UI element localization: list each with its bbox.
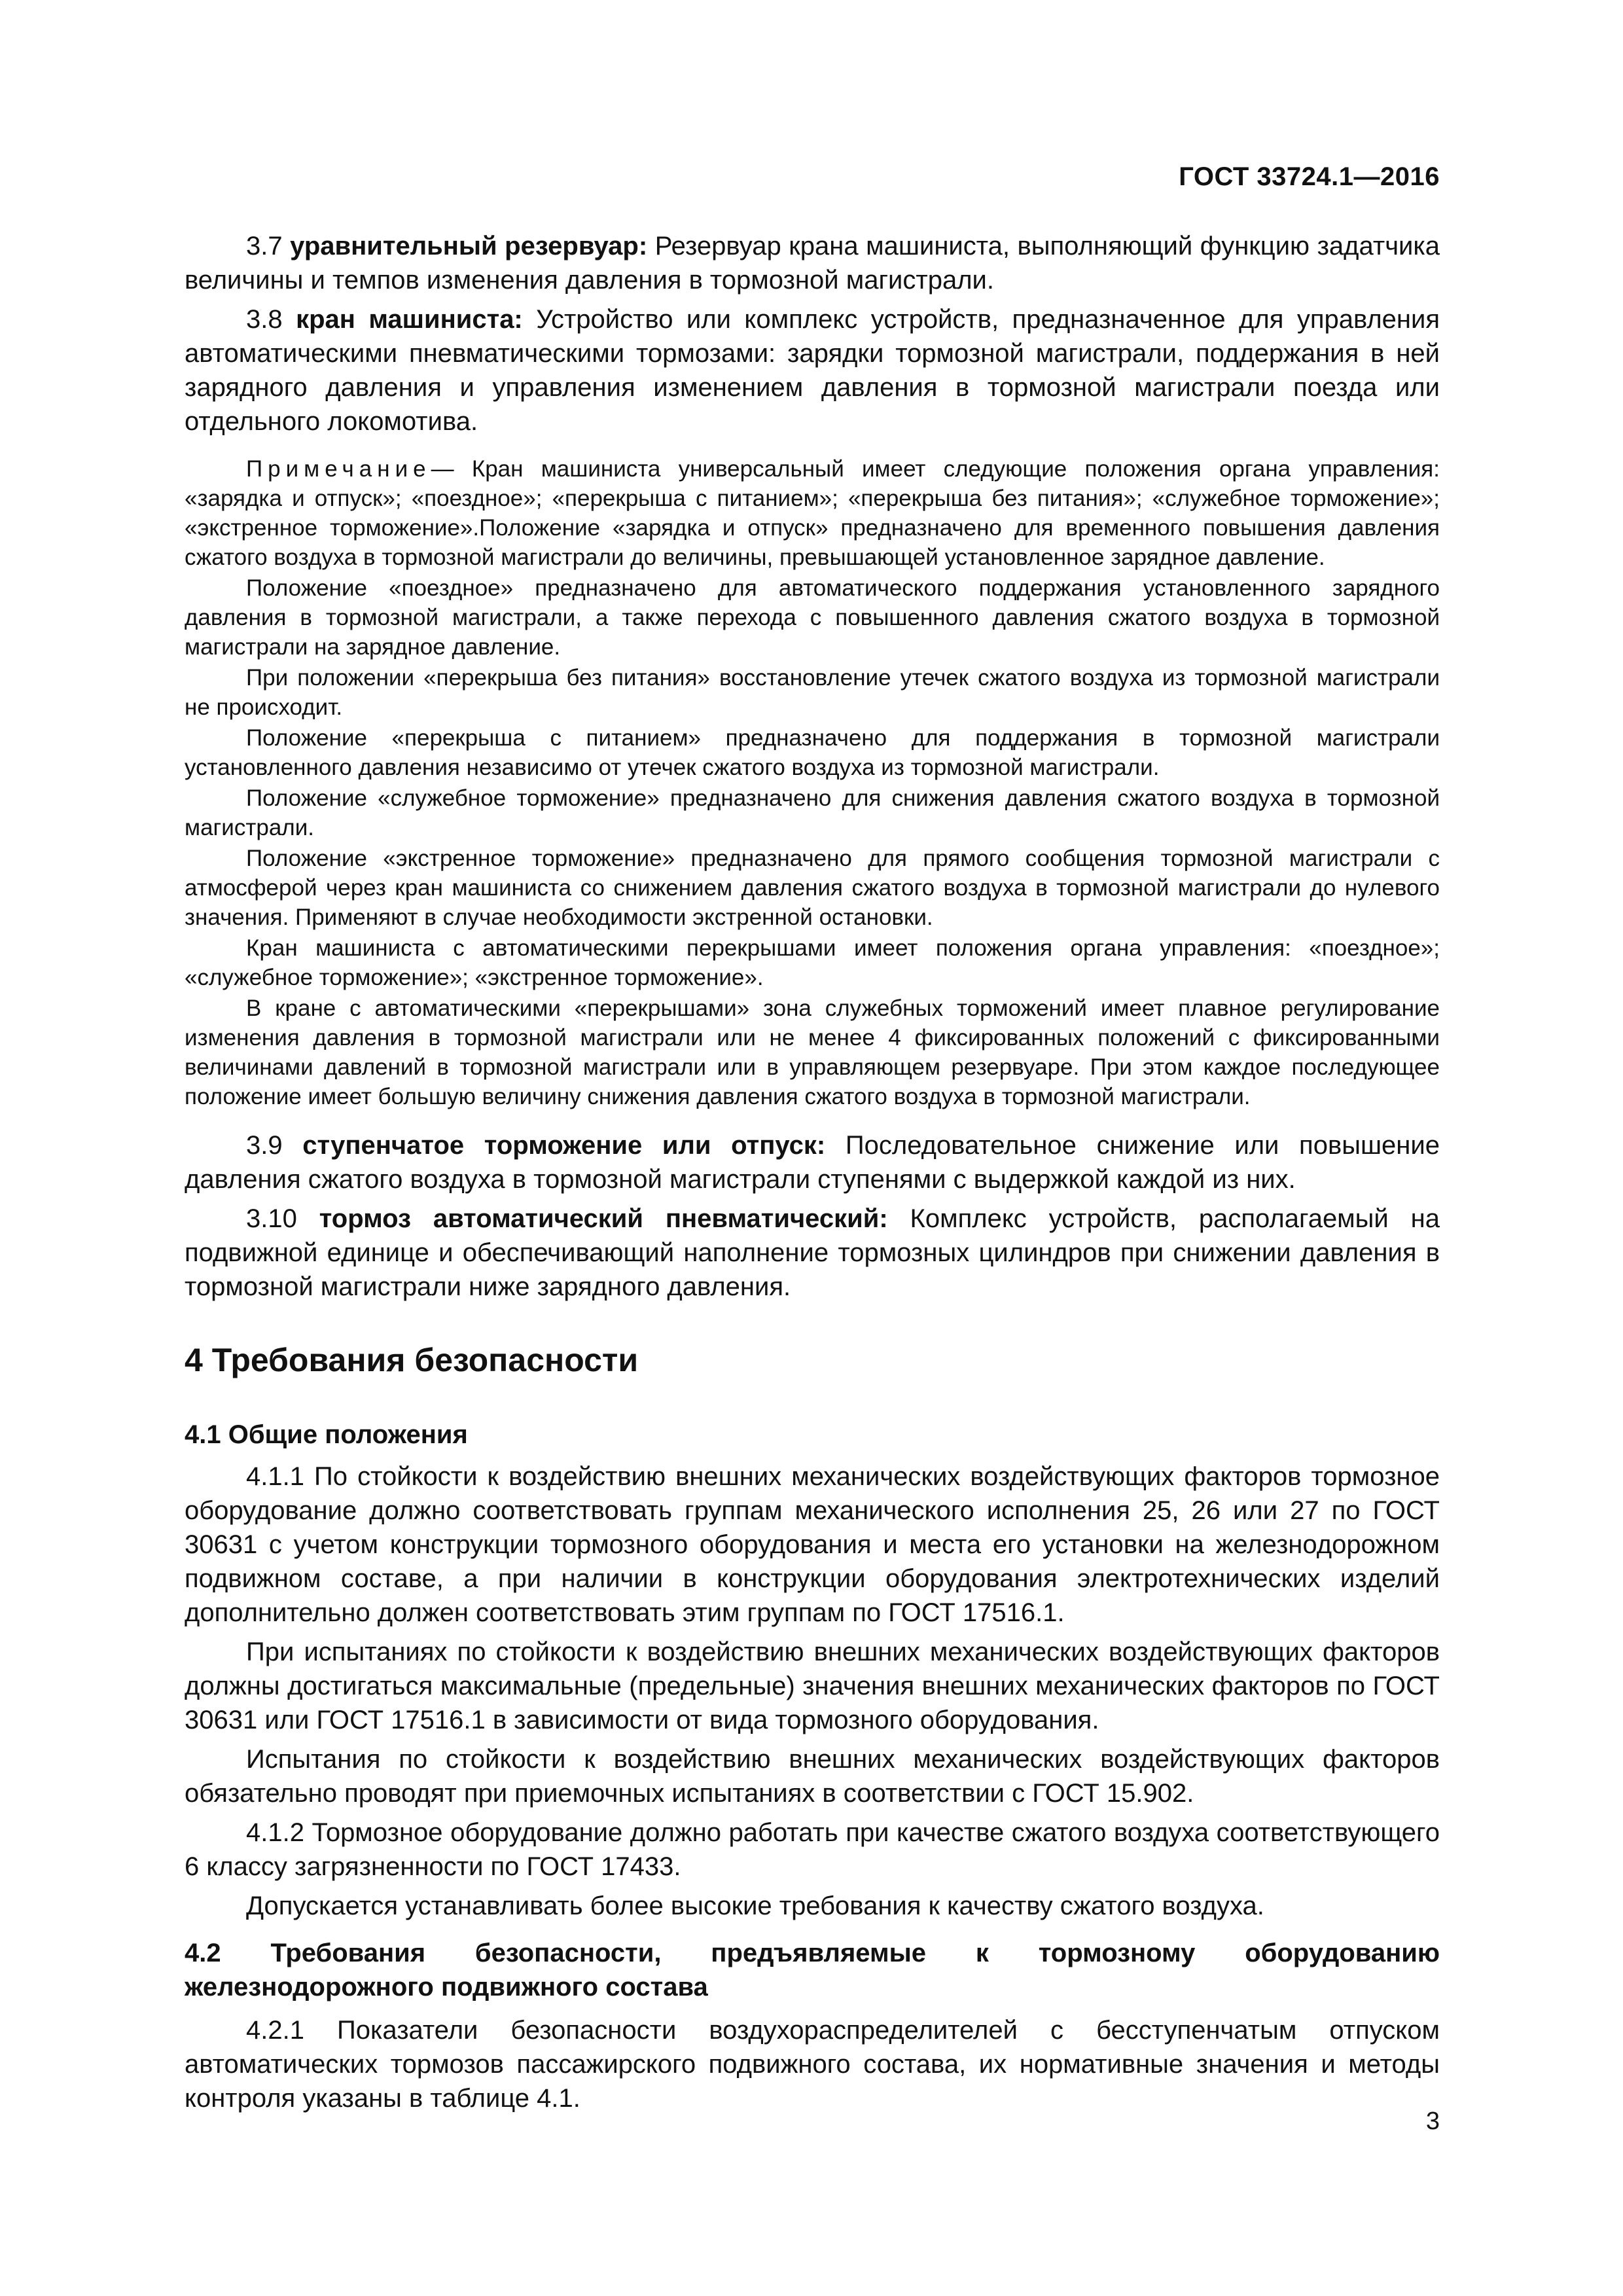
document-code: ГОСТ 33724.1—2016 xyxy=(1179,162,1440,191)
note-label: Примечание xyxy=(246,456,431,482)
note-paragraph: При положении «перекрыша без питания» восстановление утечек сжатого воздуха из тормозной магистрали не происходит. xyxy=(185,665,1440,720)
term-definition: Комплекс устройств, располагаемый на подвижной единице и обеспечивающий наполнение тормозных цилиндров при снижении давления в тормозной магистрали ниже зарядного давления. xyxy=(185,1204,1440,1301)
term-3-8 xyxy=(185,302,1440,439)
note-paragraph: В кране с автоматическими «перекрышами» зона служебных торможений имеет плавное регулирование изменения давления в тормозной магистрали или не менее 4 фиксированных положений с фиксированными величинами давлений в тормозной магистрали или в управляющем резервуаре. При этом каждое последующее положение имеет большую величину снижения давления сжатого воздуха в тормозной магистрали. xyxy=(185,996,1440,1109)
paragraph: При испытаниях по стойкости к воздействию внешних механических воздействующих факторов должны достигаться максимальные (предельные) значения внешних механических факторов по ГОСТ 30631 или ГОСТ 17516.1 в зависимости от вида тормозного оборудования. xyxy=(185,1638,1440,1734)
term-number: 3.8 xyxy=(246,305,283,334)
term-title: тормоз автоматический пневматический: xyxy=(319,1204,888,1233)
term-3-10 xyxy=(185,1202,1440,1304)
section-4-2-heading: 4.2 Требования безопасности, предъявляемые к тормозному оборудованию железнодорожного подвижного состава xyxy=(185,1939,1440,2001)
note-paragraph: Положение «поездное» предназначено для автоматического поддержания установленного зарядного давления в тормозной магистрали, а также перехода с повышенного давления сжатого воздуха в тормозной магистрали на зарядное давление. xyxy=(185,575,1440,660)
paragraph: Допускается устанавливать более высокие требования к качеству сжатого воздуха. xyxy=(246,1892,1264,1920)
term-number: 3.9 xyxy=(246,1131,283,1160)
note-paragraph: Положение «перекрыша с питанием» предназначено для поддержания в тормозной магистрали установленного давления независимо от утечек сжатого воздуха из тормозной магистрали. xyxy=(185,725,1440,780)
note-paragraph: Положение «экстренное торможение» предназначено для прямого сообщения тормозной магистрали с атмосферой через кран машиниста со снижением давления сжатого воздуха в тормозной магистрали до нулевого значения. Применяют в случае необходимости экстренной остановки. xyxy=(185,846,1440,930)
term-definition: Устройство или комплекс устройств, предназначенное для управления автоматическими пневматическими тормозами: зарядки тормозной магистрали, поддержания в ней зарядного давления и управления изменением давления в тормозной магистрали поезда или отдельного локомотива. xyxy=(185,305,1440,436)
section-4-heading: 4 Требования безопасности xyxy=(185,1342,639,1378)
term-title: ступенчатое торможение или отпуск: xyxy=(302,1131,826,1160)
term-number: 3.7 xyxy=(246,232,283,260)
term-definition: Резервуар крана машиниста, выполняющий функцию задатчика величины и темпов изменения давления в тормозной магистрали. xyxy=(185,232,1440,295)
paragraph: 4.1.2 Тормозное оборудование должно работать при качестве сжатого воздуха соответствующего 6 классу загрязненности по ГОСТ 17433. xyxy=(185,1818,1440,1881)
note-paragraph: Кран машиниста с автоматическими перекрышами имеет положения органа управления: «поездное»; «служебное торможение»; «экстренное торможение». xyxy=(185,935,1440,990)
document-body xyxy=(185,229,1440,2121)
term-title: уравнительный резервуар: xyxy=(290,232,648,260)
term-3-9 xyxy=(185,1128,1440,1196)
note-paragraph xyxy=(185,454,1440,572)
note-dash: — xyxy=(431,456,454,482)
paragraph: 4.1.1 По стойкости к воздействию внешних механических воздействующих факторов тормозное оборудование должно соответствовать группам механического исполнения 25, 26 или 27 по ГОСТ 30631 с учетом конструкции тормозного оборудования и места его установки на железнодорожном подвижном составе, а при наличии в конструкции оборудования электротехнических изделий дополнительно должен соответствовать этим группам по ГОСТ 17516.1. xyxy=(185,1462,1440,1627)
note-text: Кран машиниста универсальный имеет следующие положения органа управления: «зарядка и отпуск»; «поездное»; «перекрыша с питанием»; «перекрыша без питания»; «служебное торможение»; «экстренное торможение».Положение «зарядка и отпуск» предназначено для временного повышения давления сжатого воздуха в тормозной магистрали до величины, превышающей установленное зарядное давление. xyxy=(185,456,1440,570)
paragraph: Испытания по стойкости к воздействию внешних механических воздействующих факторов обязательно проводят при приемочных испытаниях в соответствии с ГОСТ 15.902. xyxy=(185,1745,1440,1808)
term-number: 3.10 xyxy=(246,1204,297,1233)
term-title: кран машиниста: xyxy=(296,305,523,334)
note-paragraph: Положение «служебное торможение» предназначено для снижения давления сжатого воздуха в тормозной магистрали. xyxy=(185,785,1440,840)
page-number: 3 xyxy=(1425,2108,1440,2135)
term-3-7 xyxy=(185,229,1440,297)
paragraph: 4.2.1 Показатели безопасности воздухораспределителей с бесступенчатым отпуском автоматических тормозов пассажирского подвижного состава, их нормативные значения и методы контроля указаны в таблице 4.1. xyxy=(185,2016,1440,2113)
term-definition: Последовательное снижение или повышение давления сжатого воздуха в тормозной магистрали ступенями с выдержкой каждой из них. xyxy=(185,1131,1440,1194)
section-4-1-heading: 4.1 Общие положения xyxy=(185,1420,468,1449)
